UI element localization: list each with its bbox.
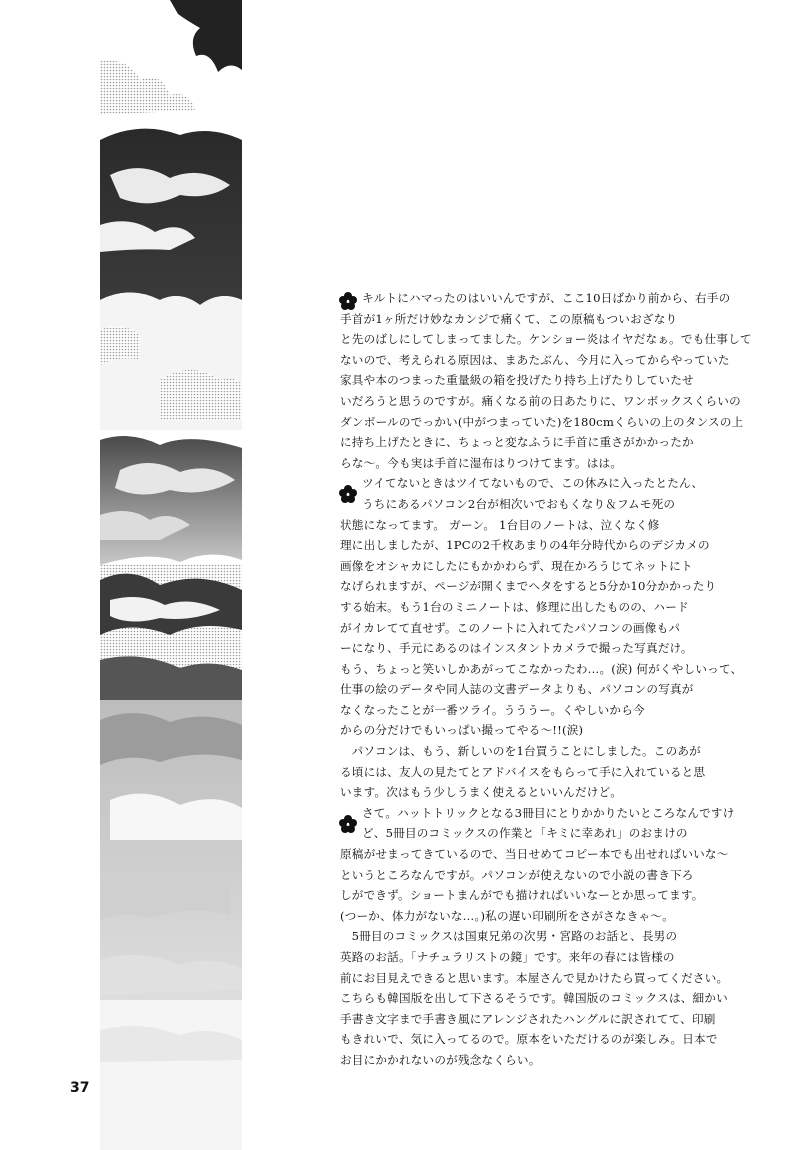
text-line: らな〜。今も実は手首に湿布はりつけてます。はは。	[340, 455, 623, 470]
text-line: に持ち上げたときに、ちょっと変なふうに手首に重さがかかったか	[340, 435, 694, 450]
page-number: 37	[70, 1080, 90, 1096]
text-line: 前にお目見えできると思います。本屋さんで見かけたら買ってください。	[340, 970, 729, 985]
text-line: 画像をオシャカにしたにもかかわらず、現在かろうじてネットにト	[340, 558, 693, 573]
paragraph	[340, 926, 729, 1070]
text-line: パソコンは、もう、新しいのを1台買うことにしました。このあが	[351, 744, 701, 759]
text-line: 英路のお話。「ナチュラリストの鏡」です。来年の春には皆様の	[340, 950, 675, 964]
text-line: うちにあるパソコン2台が相次いでおもくなり＆フムモ死の	[362, 496, 676, 511]
text-line: さて。ハットトリックとなる3冊目にとりかかりたいところなんですけ	[362, 805, 735, 820]
flower-icon	[338, 814, 358, 834]
text-line: こちらも韓国版を出して下さるそうです。韓国版のコミックスは、細かい	[340, 991, 728, 1006]
text-line: もう、ちょっと笑いしかあがってこなかったわ…。(涙) 何がくやしいって、	[340, 661, 743, 676]
text-line: いだろうと思うのですが。痛くなる前の日あたりに、ワンボックスくらいの	[340, 393, 741, 408]
text-line: ツイてないときはツイてないもので、この休みに入ったとたん、	[362, 476, 704, 491]
text-line: 仕事の絵のデータや同人誌の文書データよりも、パソコンの写真が	[340, 682, 694, 697]
text-line: なげられますが、ページが開くまでヘタをすると5分か10分かかったり	[340, 579, 717, 594]
paragraph	[340, 288, 752, 473]
text-line: る頃には、友人の見たてとアドバイスをもらって手に入れていると思	[340, 764, 706, 779]
flower-icon	[338, 484, 358, 504]
text-line: ど、5冊目のコミックスの作業と「キミに幸あれ」のおまけの	[362, 826, 688, 841]
paragraph	[340, 741, 718, 803]
text-line: しができず。ショートまんがでも描ければいいなーとか思ってます。	[340, 888, 704, 903]
text-line: キルトにハマったのはいいんですが、ここ10日ばかり前から、右手の	[362, 291, 731, 305]
text-line: からの分だけでもいっぱい撮ってやる〜!!(涙)	[340, 723, 584, 738]
text-line: もきれいで、気に入ってるので。原本をいただけるのが楽しみ。日本で	[340, 1032, 718, 1047]
flower-icon	[338, 291, 358, 311]
text-line: 原稿がせまってきているので、当日せめてコピー本でも出せればいいな〜	[340, 847, 729, 862]
text-line: (つーか、体力がないな…。)私の遅い印刷所をさがさなきゃ〜。	[340, 908, 674, 923]
text-line: 5冊目のコミックスは国東兄弟の次男・宮路のお話と、長男の	[351, 929, 678, 944]
text-line: ーになり、手元にあるのはインスタントカメラで撮った写真だけ。	[340, 641, 693, 656]
text-line: お目にかかれないのが残念なくらい。	[340, 1052, 541, 1067]
text-line: 家具や本のつまった重量級の箱を投げたり持ち上げたりしていたせ	[340, 373, 694, 388]
paragraph	[340, 803, 735, 927]
text-line: というところなんですが。パソコンが使えないので小説の書き下ろ	[340, 867, 694, 882]
text-line: います。次はもう少しうまく使えるといいんだけど。	[340, 785, 623, 800]
text-line: と先のばしにしてしまってました。ケンショー炎はイヤだなぁ。でも仕事して	[340, 332, 752, 347]
text-line: 手首が1ヶ所だけ妙なカンジで痛くて、この原稿もついおざなり	[340, 311, 678, 326]
text-line: なくなったことが一番ツライ。うううー。くやしいから今	[340, 702, 645, 717]
text-line: 理に出しましたが、1PCの2千枚あまりの4年分時代からのデジカメの	[340, 538, 710, 553]
paragraph	[340, 473, 743, 741]
text-line: ないので、考えられる原因は、まあたぶん、今月に入ってからやっていた	[340, 352, 730, 367]
text-line: 手書き文字まで手書き風にアレンジされたハングルに訳されてて、印刷	[340, 1011, 716, 1026]
text-line: 状態になってます。 ガーン。 1台目のノートは、泣くなく修	[340, 517, 660, 532]
text-line: がイカレてて直せず。このノートに入れてたパソコンの画像もパ	[340, 620, 681, 635]
text-line: ダンボールのでっかい(中がつまっていた)を180cmくらいの上のタンスの上	[340, 414, 744, 429]
sky-cloud-illustration	[100, 0, 242, 1150]
afterword-text	[340, 288, 752, 1071]
text-line: する始末。もう1台のミニノートは、修理に出したものの、ハード	[340, 599, 689, 614]
